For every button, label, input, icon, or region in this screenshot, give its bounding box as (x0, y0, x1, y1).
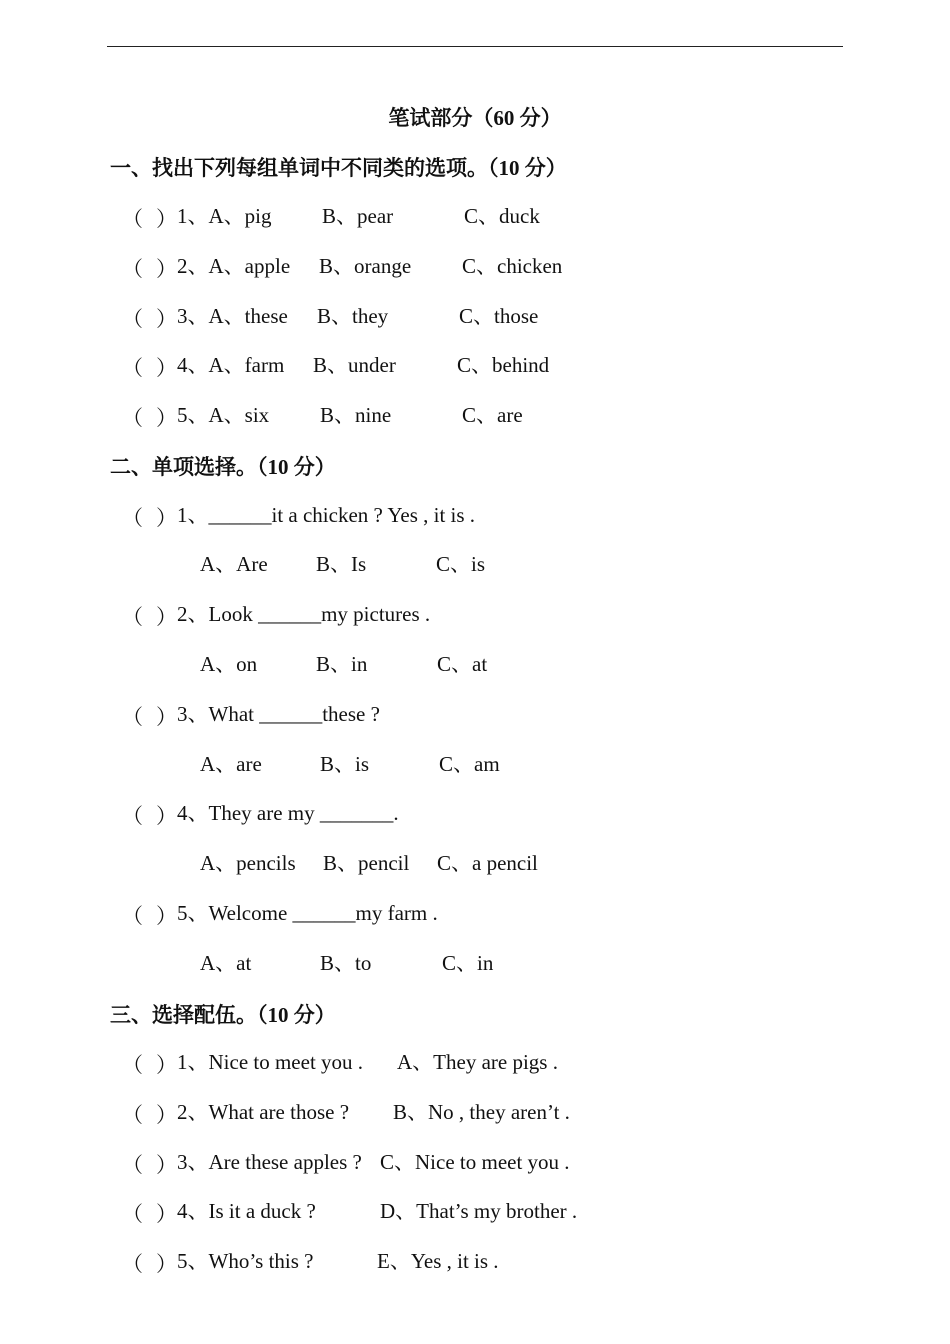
option-a: 5、A、six (177, 403, 270, 427)
question-text: 4、Is it a duck ? (177, 1199, 316, 1223)
answer-option: A、They are pigs . (397, 1050, 558, 1074)
option-b: B、in (316, 652, 368, 676)
option-a: A、pencils (200, 851, 296, 875)
option-a: A、are (200, 752, 262, 776)
option-a: A、Are (200, 552, 268, 576)
option-c: C、a pencil (437, 851, 538, 875)
option-a: 4、A、farm (177, 353, 285, 377)
option-b: B、to (320, 951, 372, 975)
answer-blank-open: （ (122, 406, 143, 430)
option-c: C、am (439, 752, 500, 776)
answer-option: D、That’s my brother . (380, 1199, 578, 1223)
answer-option: B、No , they aren’t . (393, 1100, 570, 1124)
answer-blank-open: （ (122, 257, 143, 281)
answer-blank-open: （ (122, 207, 143, 231)
option-c: C、in (442, 951, 494, 975)
answer-blank-close: ） (156, 356, 177, 380)
section2-heading: 二、单项选择。（10 分） (110, 455, 336, 479)
option-b: B、pencil (323, 851, 410, 875)
option-a: A、on (200, 652, 258, 676)
option-b: B、under (313, 353, 396, 377)
answer-blank-open: （ (122, 1202, 143, 1226)
answer-blank-close: ） (156, 1103, 177, 1127)
answer-blank-close: ） (156, 207, 177, 231)
option-c: C、is (436, 552, 486, 576)
option-c: C、behind (457, 353, 550, 377)
question-text: 3、What ______these ? (177, 702, 380, 726)
option-c: C、chicken (462, 254, 563, 278)
answer-blank-close: ） (156, 506, 177, 530)
answer-blank-open: （ (122, 605, 143, 629)
option-c: C、at (437, 652, 488, 676)
option-a: A、at (200, 951, 252, 975)
question-text: 3、Are these apples ? (177, 1150, 362, 1174)
option-a: 3、A、these (177, 304, 288, 328)
page-title: 笔试部分（60 分） (388, 106, 562, 130)
section3-heading: 三、选择配伍。（10 分） (110, 1003, 336, 1027)
option-a: 2、A、apple (177, 254, 291, 278)
answer-blank-close: ） (156, 804, 177, 828)
question-text: 1、Nice to meet you . (177, 1050, 364, 1074)
answer-blank-open: （ (122, 356, 143, 380)
option-c: C、those (459, 304, 539, 328)
option-b: B、is (320, 752, 370, 776)
option-c: C、are (462, 403, 523, 427)
answer-blank-open: （ (122, 1153, 143, 1177)
answer-blank-open: （ (122, 1053, 143, 1077)
option-c: C、duck (464, 204, 540, 228)
answer-blank-close: ） (156, 307, 177, 331)
question-text: 2、What are those ? (177, 1100, 350, 1124)
option-b: B、orange (319, 254, 412, 278)
answer-blank-close: ） (156, 1202, 177, 1226)
answer-blank-open: （ (122, 705, 143, 729)
header-rule (107, 46, 843, 47)
answer-blank-open: （ (122, 307, 143, 331)
option-a: 1、A、pig (177, 204, 272, 228)
option-b: B、pear (322, 204, 394, 228)
question-text: 5、Welcome ______my farm . (177, 901, 438, 925)
option-b: B、Is (316, 552, 367, 576)
section1-heading: 一、找出下列每组单词中不同类的选项。（10 分） (110, 156, 567, 180)
answer-blank-open: （ (122, 1103, 143, 1127)
option-b: B、nine (320, 403, 392, 427)
question-text: 4、They are my _______. (177, 801, 399, 825)
answer-blank-close: ） (156, 257, 177, 281)
answer-blank-close: ） (156, 904, 177, 928)
question-text: 1、______it a chicken ? Yes , it is . (177, 503, 476, 527)
answer-blank-close: ） (156, 705, 177, 729)
option-b: B、they (317, 304, 389, 328)
answer-blank-close: ） (156, 1252, 177, 1276)
answer-option: C、Nice to meet you . (380, 1150, 570, 1174)
answer-blank-close: ） (156, 1153, 177, 1177)
answer-blank-open: （ (122, 904, 143, 928)
answer-blank-open: （ (122, 804, 143, 828)
answer-blank-close: ） (156, 605, 177, 629)
answer-blank-open: （ (122, 506, 143, 530)
question-text: 2、Look ______my pictures . (177, 602, 431, 626)
answer-blank-close: ） (156, 1053, 177, 1077)
answer-blank-close: ） (156, 406, 177, 430)
answer-blank-open: （ (122, 1252, 143, 1276)
answer-option: E、Yes , it is . (377, 1249, 499, 1273)
question-text: 5、Who’s this ? (177, 1249, 314, 1273)
